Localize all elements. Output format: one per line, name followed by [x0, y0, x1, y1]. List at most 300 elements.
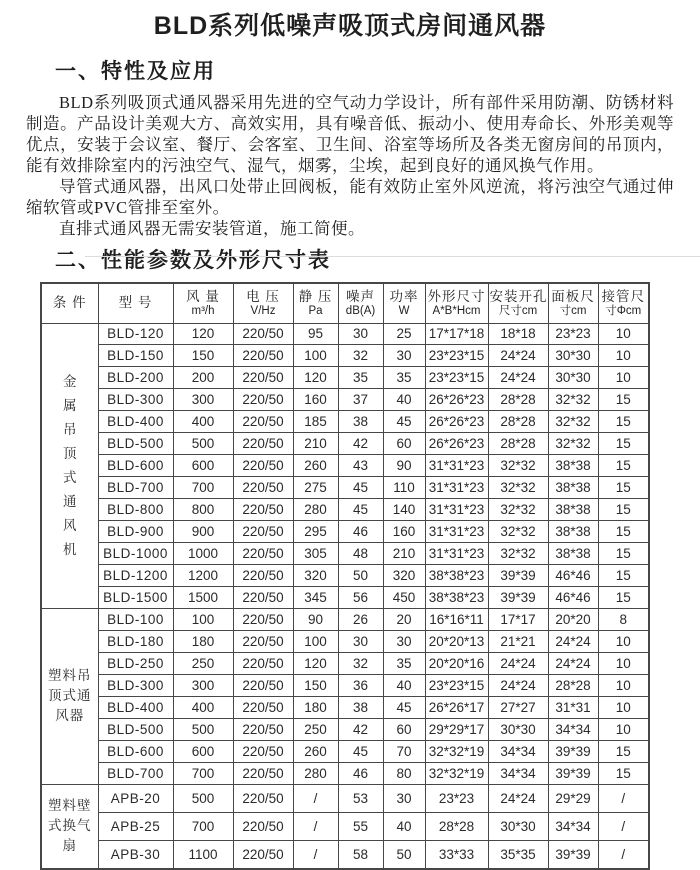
value-cell: 140	[383, 499, 425, 521]
model-cell: BLD-150	[98, 345, 173, 367]
column-header-label: 噪声	[346, 288, 375, 304]
column-header-unit: Pa	[308, 304, 323, 317]
value-cell: 24*24	[488, 345, 548, 367]
column-header-unit: 寸Φcm	[605, 304, 642, 317]
value-cell: 26*26*23	[425, 433, 488, 455]
value-cell: 24*24	[488, 784, 548, 812]
model-cell: BLD-300	[98, 675, 173, 697]
table-row	[41, 543, 649, 565]
value-cell: 60	[383, 433, 425, 455]
value-cell: 220/50	[233, 718, 293, 740]
table-row	[41, 587, 649, 609]
value-cell: 34*34	[488, 740, 548, 762]
value-cell: 38*38	[548, 477, 598, 499]
value-cell: /	[293, 784, 338, 812]
value-cell: 220/50	[233, 740, 293, 762]
value-cell: 15	[598, 455, 649, 477]
value-cell: 35	[383, 653, 425, 675]
value-cell: 250	[173, 653, 233, 675]
value-cell: 38*38*23	[425, 565, 488, 587]
model-cell: BLD-1500	[98, 587, 173, 609]
value-cell: 20*20*16	[425, 653, 488, 675]
table-row	[41, 323, 649, 345]
value-cell: 38*38	[548, 499, 598, 521]
value-cell: 150	[173, 345, 233, 367]
value-cell: 80	[383, 762, 425, 784]
model-cell: BLD-180	[98, 631, 173, 653]
table-row	[41, 812, 649, 840]
column-header-label: 接管尺	[601, 288, 645, 304]
table-row	[41, 367, 649, 389]
condition-cell	[41, 609, 98, 785]
value-cell: /	[598, 812, 649, 840]
value-cell: 100	[293, 631, 338, 653]
value-cell: 15	[598, 587, 649, 609]
section2-heading: 二、性能参数及外形尺寸表	[55, 249, 331, 272]
value-cell: 38	[338, 696, 383, 718]
value-cell: 200	[173, 367, 233, 389]
value-cell: 220/50	[233, 565, 293, 587]
table-row	[41, 499, 649, 521]
value-cell: 220/50	[233, 653, 293, 675]
paragraph-2: 导管式通风器，出风口处带止回阀板，能有效防止室外风逆流，将污浊空气通过伸缩软管或PVC管排至室外。	[26, 177, 674, 217]
value-cell: 26	[338, 609, 383, 631]
value-cell: 30*30	[548, 367, 598, 389]
model-cell: BLD-500	[98, 433, 173, 455]
value-cell: 45	[383, 411, 425, 433]
value-cell: 220/50	[233, 521, 293, 543]
value-cell: 46	[338, 521, 383, 543]
column-header-label: 型 号	[118, 295, 153, 311]
value-cell: 50	[383, 840, 425, 869]
column-header	[383, 283, 425, 323]
value-cell: 46	[338, 762, 383, 784]
table-row	[41, 477, 649, 499]
model-cell: BLD-400	[98, 411, 173, 433]
value-cell: 15	[598, 543, 649, 565]
value-cell: 32*32	[548, 389, 598, 411]
value-cell: 42	[338, 433, 383, 455]
value-cell: 10	[598, 653, 649, 675]
value-cell: 300	[173, 675, 233, 697]
column-header-label: 功率	[389, 288, 419, 304]
value-cell: 600	[173, 455, 233, 477]
table-row	[41, 433, 649, 455]
value-cell: 27*27	[488, 696, 548, 718]
value-cell: 220/50	[233, 345, 293, 367]
value-cell: 34*34	[548, 718, 598, 740]
value-cell: 70	[383, 740, 425, 762]
value-cell: 32	[338, 345, 383, 367]
column-header-unit: 尺寸cm	[498, 304, 538, 317]
value-cell: 1000	[173, 543, 233, 565]
value-cell: 34*34	[548, 812, 598, 840]
value-cell: 345	[293, 587, 338, 609]
value-cell: 24*24	[488, 675, 548, 697]
column-header	[425, 283, 488, 323]
column-header	[98, 283, 173, 323]
value-cell: 23*23*15	[425, 675, 488, 697]
model-cell: BLD-800	[98, 499, 173, 521]
value-cell: 33*33	[425, 840, 488, 869]
value-cell: 90	[383, 455, 425, 477]
value-cell: 17*17*18	[425, 323, 488, 345]
value-cell: 32*32	[488, 477, 548, 499]
value-cell: 110	[383, 477, 425, 499]
column-header-label: 风 量	[186, 288, 220, 304]
model-cell: BLD-300	[98, 389, 173, 411]
paragraph-3: 直排式通风器无需安装管道，施工简便。	[59, 219, 365, 238]
paragraph-1: BLD系列吸顶式通风器采用先进的空气动力学设计，所有部件采用防潮、防锈材料制造。产品设计美观大方、高效实用，具有噪音低、振动小、使用寿命长、外形美观等优点，安装于会议室、餐厅、会客室、卫生间、浴室等场所及各类无窗房间的吊顶内，能有效排除室内的污浊空气、湿气，烟雾，尘埃，起到良好的通风换气作用。	[26, 93, 674, 175]
value-cell: 180	[293, 696, 338, 718]
value-cell: 38*38*23	[425, 587, 488, 609]
value-cell: 16*16*11	[425, 609, 488, 631]
table-row	[41, 521, 649, 543]
condition-cell	[41, 323, 98, 609]
table-header-row	[41, 283, 649, 323]
value-cell: 220/50	[233, 367, 293, 389]
column-header-unit: 寸cm	[559, 304, 587, 317]
table-row	[41, 740, 649, 762]
value-cell: 39*39	[488, 565, 548, 587]
value-cell: 43	[338, 455, 383, 477]
value-cell: 220/50	[233, 840, 293, 869]
model-cell: BLD-200	[98, 367, 173, 389]
value-cell: 40	[383, 389, 425, 411]
value-cell: 28*28	[425, 812, 488, 840]
model-cell: BLD-120	[98, 323, 173, 345]
value-cell: 220/50	[233, 433, 293, 455]
table-row	[41, 718, 649, 740]
value-cell: 500	[173, 433, 233, 455]
value-cell: 32*32*19	[425, 762, 488, 784]
value-cell: 40	[383, 675, 425, 697]
table-row	[41, 411, 649, 433]
value-cell: 36	[338, 675, 383, 697]
column-header	[338, 283, 383, 323]
value-cell: 28*28	[488, 433, 548, 455]
value-cell: 220/50	[233, 696, 293, 718]
column-header-unit: dB(A)	[345, 304, 376, 317]
value-cell: 220/50	[233, 323, 293, 345]
page-title: BLD系列低噪声吸顶式房间通风器	[153, 12, 547, 40]
value-cell: 260	[293, 740, 338, 762]
value-cell: 32*32	[488, 543, 548, 565]
table-row	[41, 389, 649, 411]
value-cell: 10	[598, 631, 649, 653]
table-row	[41, 653, 649, 675]
column-header-label: 面板尺	[551, 288, 595, 304]
value-cell: 26*26*23	[425, 411, 488, 433]
value-cell: 500	[173, 718, 233, 740]
value-cell: 38	[338, 411, 383, 433]
value-cell: 39*39	[488, 587, 548, 609]
column-header-unit: m³/h	[191, 304, 215, 317]
value-cell: 900	[173, 521, 233, 543]
value-cell: 15	[598, 499, 649, 521]
column-header	[548, 283, 598, 323]
value-cell: 400	[173, 411, 233, 433]
value-cell: 25	[383, 323, 425, 345]
value-cell: 40	[383, 812, 425, 840]
value-cell: 26*26*23	[425, 389, 488, 411]
value-cell: 55	[338, 812, 383, 840]
value-cell: 15	[598, 521, 649, 543]
value-cell: 220/50	[233, 812, 293, 840]
value-cell: 35	[383, 367, 425, 389]
value-cell: /	[293, 812, 338, 840]
column-header-label: 静 压	[298, 288, 333, 304]
value-cell: 38*38	[548, 543, 598, 565]
column-header-label: 电 压	[246, 288, 280, 304]
value-cell: 15	[598, 740, 649, 762]
value-cell: 17*17	[488, 609, 548, 631]
value-cell: 160	[383, 521, 425, 543]
spec-table-body	[41, 323, 649, 869]
value-cell: 100	[293, 345, 338, 367]
value-cell: 10	[598, 718, 649, 740]
value-cell: 220/50	[233, 762, 293, 784]
value-cell: 220/50	[233, 631, 293, 653]
value-cell: 32*32	[488, 455, 548, 477]
value-cell: 28*28	[488, 411, 548, 433]
value-cell: 20*20*13	[425, 631, 488, 653]
value-cell: 31*31*23	[425, 455, 488, 477]
value-cell: 220/50	[233, 455, 293, 477]
value-cell: 220/50	[233, 609, 293, 631]
value-cell: 35	[338, 367, 383, 389]
value-cell: 450	[383, 587, 425, 609]
value-cell: 24*24	[488, 367, 548, 389]
value-cell: 220/50	[233, 499, 293, 521]
column-header	[293, 283, 338, 323]
value-cell: 38*38	[548, 521, 598, 543]
value-cell: 280	[293, 499, 338, 521]
value-cell: 700	[173, 762, 233, 784]
model-cell: BLD-700	[98, 477, 173, 499]
value-cell: 120	[173, 323, 233, 345]
section1-body	[26, 92, 674, 239]
value-cell: 30	[338, 323, 383, 345]
value-cell: 10	[598, 323, 649, 345]
value-cell: 31*31*23	[425, 543, 488, 565]
section1-heading: 一、特性及应用	[55, 60, 216, 83]
table-row	[41, 675, 649, 697]
table-row	[41, 784, 649, 812]
column-header	[233, 283, 293, 323]
value-cell: 45	[338, 477, 383, 499]
value-cell: 24*24	[548, 653, 598, 675]
value-cell: 15	[598, 411, 649, 433]
value-cell: 31*31*23	[425, 499, 488, 521]
value-cell: 50	[338, 565, 383, 587]
value-cell: 20*20	[548, 609, 598, 631]
value-cell: 23*23	[548, 323, 598, 345]
value-cell: 28*28	[488, 389, 548, 411]
model-cell: BLD-700	[98, 762, 173, 784]
value-cell: 30	[383, 345, 425, 367]
value-cell: /	[598, 840, 649, 869]
value-cell: 220/50	[233, 784, 293, 812]
value-cell: 180	[173, 631, 233, 653]
value-cell: 400	[173, 696, 233, 718]
value-cell: 305	[293, 543, 338, 565]
condition-label: 金属吊顶式通风机	[63, 373, 77, 557]
column-header	[488, 283, 548, 323]
value-cell: 32*32	[488, 521, 548, 543]
value-cell: 100	[173, 609, 233, 631]
condition-cell	[41, 784, 98, 869]
model-cell: BLD-400	[98, 696, 173, 718]
value-cell: 700	[173, 812, 233, 840]
value-cell: 48	[338, 543, 383, 565]
condition-label: 塑料壁式换气扇	[48, 798, 92, 854]
model-cell: BLD-500	[98, 718, 173, 740]
value-cell: 45	[383, 696, 425, 718]
value-cell: 32	[338, 653, 383, 675]
table-row	[41, 696, 649, 718]
value-cell: 24*24	[488, 653, 548, 675]
table-row	[41, 840, 649, 869]
value-cell: 23*23*15	[425, 367, 488, 389]
value-cell: 46*46	[548, 565, 598, 587]
value-cell: 30*30	[488, 718, 548, 740]
value-cell: 210	[293, 433, 338, 455]
column-header-label: 外形尺寸	[427, 288, 486, 304]
value-cell: 220/50	[233, 477, 293, 499]
value-cell: 32*32	[488, 499, 548, 521]
model-cell: BLD-100	[98, 609, 173, 631]
value-cell: 320	[383, 565, 425, 587]
value-cell: 220/50	[233, 411, 293, 433]
value-cell: 34*34	[488, 762, 548, 784]
value-cell: 15	[598, 433, 649, 455]
value-cell: 300	[173, 389, 233, 411]
value-cell: 220/50	[233, 675, 293, 697]
value-cell: 10	[598, 696, 649, 718]
value-cell: /	[598, 784, 649, 812]
value-cell: 29*29*17	[425, 718, 488, 740]
column-header-unit: W	[398, 304, 410, 317]
value-cell: 60	[383, 718, 425, 740]
value-cell: 10	[598, 367, 649, 389]
value-cell: 24*24	[548, 631, 598, 653]
model-cell: BLD-600	[98, 455, 173, 477]
value-cell: 295	[293, 521, 338, 543]
value-cell: 90	[293, 609, 338, 631]
model-cell: BLD-250	[98, 653, 173, 675]
value-cell: 37	[338, 389, 383, 411]
value-cell: 39*39	[548, 740, 598, 762]
value-cell: 53	[338, 784, 383, 812]
table-row	[41, 565, 649, 587]
spec-table	[40, 282, 650, 870]
value-cell: 150	[293, 675, 338, 697]
value-cell: 1500	[173, 587, 233, 609]
value-cell: 1100	[173, 840, 233, 869]
value-cell: 31*31*23	[425, 477, 488, 499]
value-cell: 10	[598, 675, 649, 697]
value-cell: 700	[173, 477, 233, 499]
value-cell: 35*35	[488, 840, 548, 869]
table-row	[41, 609, 649, 631]
value-cell: 210	[383, 543, 425, 565]
value-cell: 15	[598, 565, 649, 587]
value-cell: 500	[173, 784, 233, 812]
value-cell: 20	[383, 609, 425, 631]
column-header	[41, 283, 98, 323]
column-header-label: 安装开孔	[489, 288, 548, 304]
value-cell: 220/50	[233, 389, 293, 411]
value-cell: 15	[598, 477, 649, 499]
model-cell: BLD-1000	[98, 543, 173, 565]
model-cell: BLD-900	[98, 521, 173, 543]
value-cell: 26*26*17	[425, 696, 488, 718]
value-cell: 8	[598, 609, 649, 631]
value-cell: 280	[293, 762, 338, 784]
divider-line	[85, 256, 700, 257]
value-cell: 250	[293, 718, 338, 740]
table-row	[41, 345, 649, 367]
value-cell: 32*32*19	[425, 740, 488, 762]
value-cell: 160	[293, 389, 338, 411]
value-cell: 30	[383, 631, 425, 653]
value-cell: 31*31*23	[425, 521, 488, 543]
column-header-unit: A*B*Hcm	[432, 304, 481, 317]
column-header	[173, 283, 233, 323]
value-cell: 120	[293, 653, 338, 675]
value-cell: 220/50	[233, 587, 293, 609]
value-cell: 23*23*15	[425, 345, 488, 367]
value-cell: 15	[598, 389, 649, 411]
model-cell: BLD-600	[98, 740, 173, 762]
value-cell: 600	[173, 740, 233, 762]
model-cell: APB-20	[98, 784, 173, 812]
value-cell: 30*30	[488, 812, 548, 840]
value-cell: 39*39	[548, 840, 598, 869]
value-cell: 38*38	[548, 455, 598, 477]
value-cell: 46*46	[548, 587, 598, 609]
column-header-unit: V/Hz	[250, 304, 276, 317]
table-row	[41, 455, 649, 477]
value-cell: 95	[293, 323, 338, 345]
value-cell: 56	[338, 587, 383, 609]
value-cell: 275	[293, 477, 338, 499]
value-cell: 30*30	[548, 345, 598, 367]
model-cell: BLD-1200	[98, 565, 173, 587]
model-cell: APB-25	[98, 812, 173, 840]
value-cell: 23*23	[425, 784, 488, 812]
value-cell: 220/50	[233, 543, 293, 565]
value-cell: 320	[293, 565, 338, 587]
value-cell: 800	[173, 499, 233, 521]
value-cell: 45	[338, 740, 383, 762]
value-cell: 15	[598, 762, 649, 784]
value-cell: 32*32	[548, 433, 598, 455]
value-cell: 30	[338, 631, 383, 653]
condition-label: 塑料吊顶式通风器	[48, 668, 92, 724]
value-cell: 18*18	[488, 323, 548, 345]
model-cell: APB-30	[98, 840, 173, 869]
value-cell: 10	[598, 345, 649, 367]
value-cell: 28*28	[548, 675, 598, 697]
value-cell: 120	[293, 367, 338, 389]
value-cell: 42	[338, 718, 383, 740]
column-header-label: 条 件	[52, 295, 87, 311]
value-cell: 21*21	[488, 631, 548, 653]
value-cell: 185	[293, 411, 338, 433]
value-cell: 260	[293, 455, 338, 477]
